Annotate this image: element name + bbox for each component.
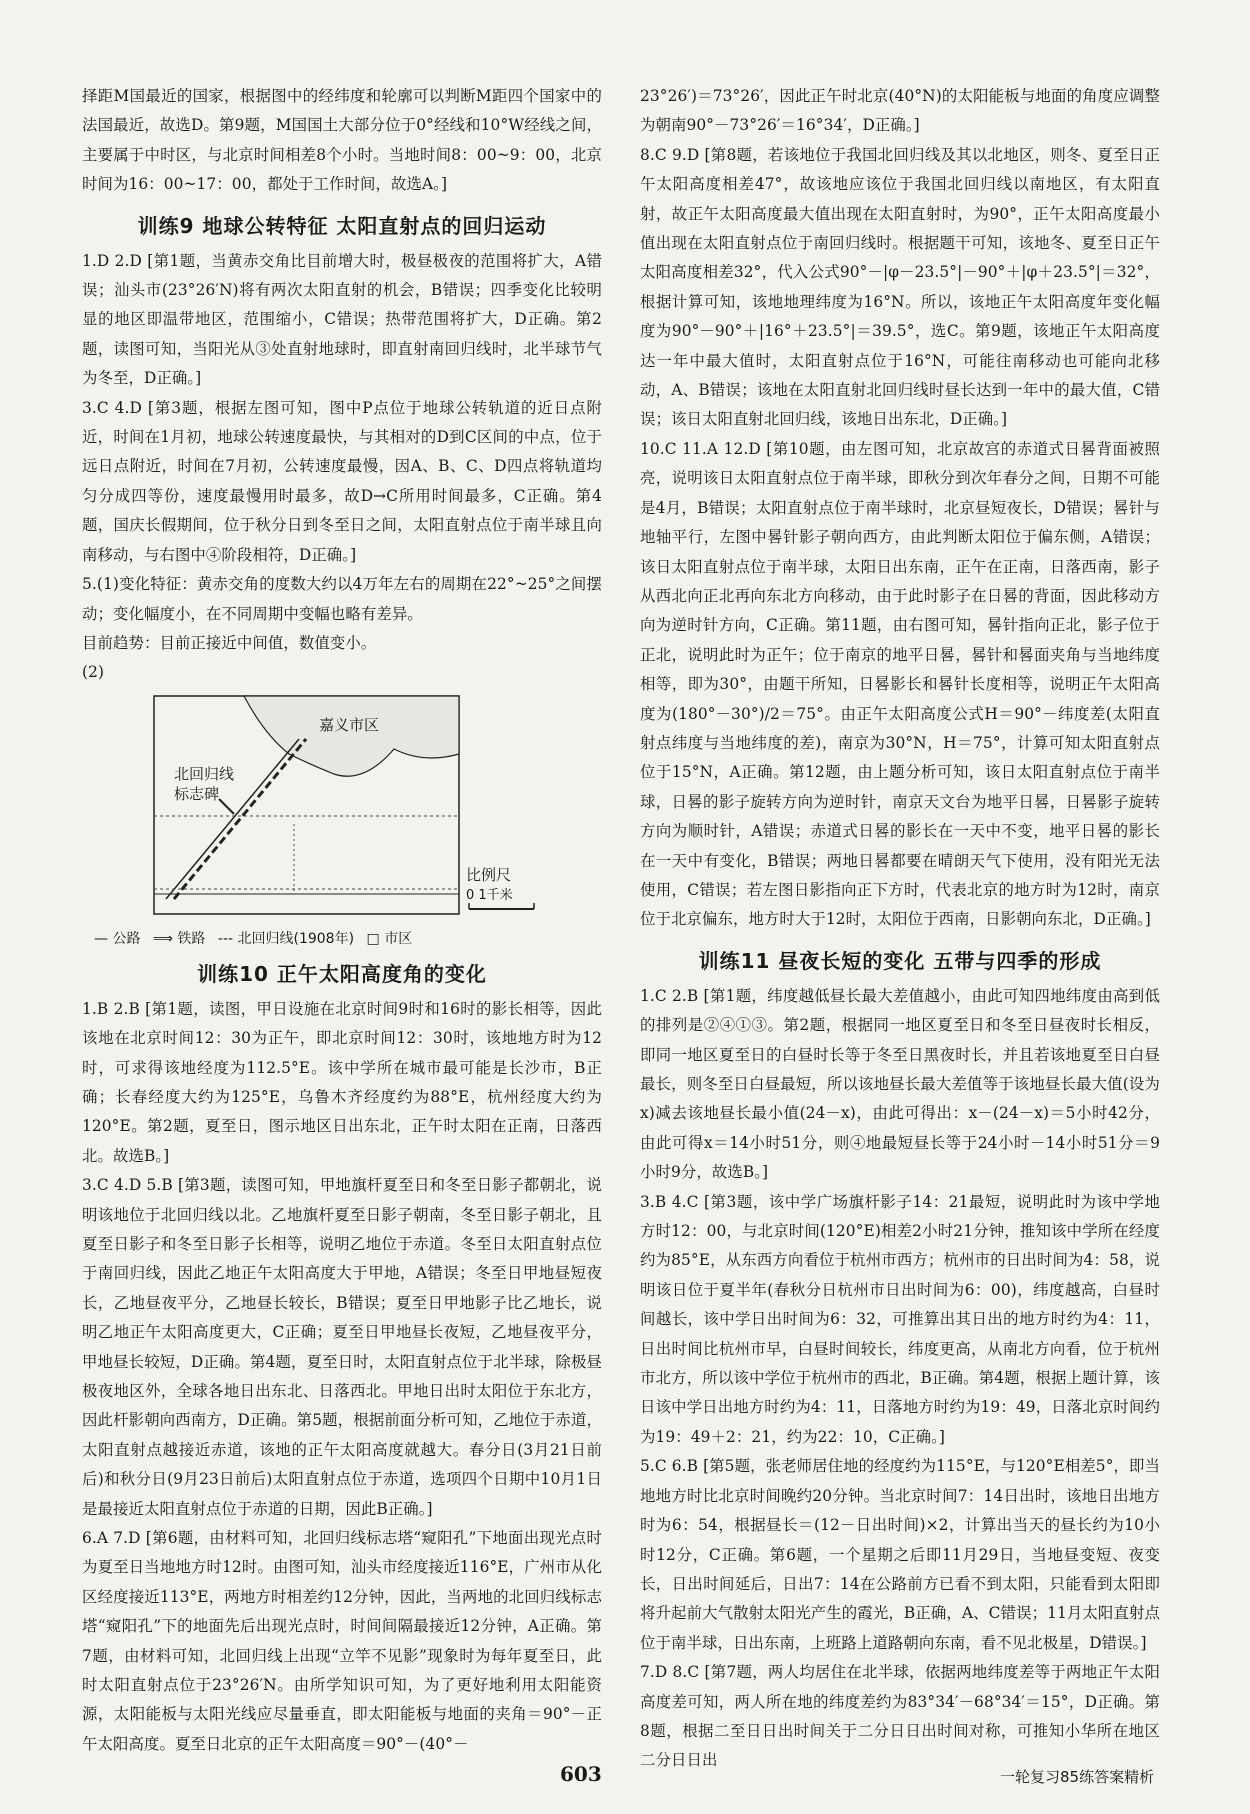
heading-training-9: 训练9 地球公转特征 太阳直射点的回归运动 — [137, 213, 547, 238]
legend-city: □ 市区 — [366, 930, 413, 947]
paragraph-intro: 择距M国最近的国家，根据图中的经纬度和轮廓可以判断M距四个国家中的法国最近，故选D。第9题，M国国土大部分位于0°经线和10°W经线之间，主要属于中时区，与北京时间相差8个小时。当地时间8：00~9：00，北京时间为16：00~17：00，都处于工作时间，故选A。] — [82, 87, 602, 194]
page-number: 603 — [560, 1762, 602, 1786]
right-column — [640, 82, 1160, 1776]
road-line — [166, 739, 299, 899]
answer-b-1-2: 1.B 2.B [第1题，读图，甲日设施在北京时间9时和16时的影长相等，因此该地在北京时间12：30为正午，即北京时间12：30时，该地地方时为12时，可求得该地经度为112.5°E。该中学所在城市最可能是长沙市，B正确；长春经度大约为125°E，乌鲁木齐经度约为88°E，杭州经度大约为120°E。第2题，夏至日，图示地区日出东北，正午时太阳在正南，日落西北。故选B。] — [82, 999, 602, 1165]
answer-c-continued: 23°26′)＝73°26′，因此正午时北京(40°N)的太阳能板与地面的角度应调整为朝南90°－73°26′＝16°34′，D正确。] — [640, 87, 1160, 135]
answer-d-7-8: 7.D 8.C [第7题，两人均居住在北半球，依据两地纬度差等于两地正午太阳高度差可知，两人所在地的纬度差约为83°34′－68°34′＝15°，D正确。第8题，根据二至日日出时间关于二分日日出时间对称，可推知小华所在地区二分日日出 — [640, 1663, 1160, 1770]
answer-c-8-9: 8.C 9.D [第8题，若该地位于我国北回归线及其以北地区，则冬、夏至日正午太阳高度相差47°，故该地应该位于我国北回归线以南地区，有太阳直射，故正午太阳高度最大值出现在太阳直射时，为90°，正午太阳高度最小值出现在太阳直射点位于南回归线时。根据题干可知，该地冬、夏至日正午太阳高度相差32°，代入公式90°－|φ－23.5°|－90°＋|φ＋23.5°|＝32°，根据计算可知，该地地理纬度为16°N。所以，该地正午太阳高度年变化幅度为90°－90°＋|16°＋23.5°|＝39.5°，选C。第9题，该地正午太阳高度达一年中最大值时，太阳直射点位于16°N，可能往南移动也可能向北移动，A、B错误；该地在太阳直射北回归线时昼长达到一年中的最大值，C错误；该日太阳直射北回归线，该地日出东北，D正确。] — [640, 145, 1160, 429]
marker-label: 北回归线标志碑 — [174, 764, 235, 803]
city-area — [244, 696, 459, 776]
heading-training-10: 训练10 正午太阳高度角的变化 — [197, 961, 487, 986]
answer-5-part2: 目前趋势：目前正接近中间值，数值变小。 — [82, 633, 377, 652]
answer-5-part3: (2) — [82, 663, 105, 682]
answer-c-10-12: 10.C 11.A 12.D [第10题，由左图可知，北京故宫的赤道式日晷背面被照亮，说明该日太阳直射点位于南半球，即秋分到次年春分之间，日期不可能是4月，B错误；太阳直射点位于南半球时，北京昼短夜长，D错误；晷针与地轴平行，左图中晷针影子朝向西方，由此判断太阳位于偏东侧，A错误；该日太阳直射点位于南半球，太阳日出东南，正午在正南，日落西南，影子从西北向正北再向东北方向移动，由于此时影子在日晷的背面，因此移动方向为逆时针方向，C正确。第11题，由右图可知，晷针指向正北，影子位于正北，说明此时为正午；位于南京的地平日晷，晷针和晷面夹角与当地纬度相等，即为30°，由题干所知，日晷影长和晷针长度相等，说明正午太阳高度为(180°－30°)/2＝75°。由正午太阳高度公式H＝90°－纬度差(太阳直射点纬度与当地纬度的差)，南京为30°N，H＝75°，计算可知太阳直射点位于15°N，A正确。第12题，由上题分析可知，该日太阳直射点位于南半球，日晷的影子旋转方向为逆时针，南京天文台为地平日晷，日晷影子旋转方向为顺时针，A错误；赤道式日晷的影长在一天中不变，地平日晷的影长在一天中有变化，B错误；两地日晷都要在晴朗天气下使用，没有阳光无法使用，C错误；若左图日影指向正下方时，代表北京的地方时为12时，南京位于北京偏东，地方时大于12时，太阳位于西南，日影朝向东北，D正确。] — [640, 439, 1160, 929]
tropic-map — [94, 694, 594, 924]
legend-rail: ⟹ 铁路 — [152, 930, 206, 947]
rail-line — [174, 739, 306, 899]
answer-5-part1: 5.(1)变化特征：黄赤交角的度数大约以4万年左右的周期在22°~25°之间摆动；变化幅度小，在不同周期中变幅也略有差异。 — [82, 575, 602, 623]
scale-title: 比例尺 — [466, 865, 512, 884]
left-column — [82, 82, 602, 1759]
answer-b-3-5: 3.C 4.D 5.B [第3题，读图可知，甲地旗杆夏至日和冬至日影子都朝北，说明该地位于北回归线以北。乙地旗杆夏至日影子朝南，冬至日影子朝北，且夏至日影子和冬至日影子长相等，说明乙地位于赤道。冬至日太阳直射点位于南回归线，因此乙地正午太阳高度大于甲地，A错误；冬至日甲地昼短夜长，乙地昼夜平分，乙地昼长较长，B错误；夏至日甲地影子比乙地长，说明乙地正午太阳高度更大，C正确；夏至日甲地昼长夜短，乙地昼夜平分，甲地昼长较短，D正确。第4题，夏至日时，太阳直射点位于北半球，除极昼极夜地区外，全球各地日出东北、日落西北。甲地日出时太阳位于东北方，因此杆影朝向西南方，D正确。第5题，根据前面分析可知，乙地位于赤道，太阳直射点越接近赤道，该地的正午太阳高度就越大。春分日(3月21日前后)和秋分日(9月23日前后)太阳直射点位于赤道，选项四个日期中10月1日是最接近太阳直射点位于赤道的日期，因此B正确。] — [82, 1176, 602, 1518]
legend-tropic: --- 北回归线(1908年) — [217, 930, 355, 947]
answer-d-1-2: 1.C 2.B [第1题，纬度越低昼长最大差值越小，由此可知四地纬度由高到低的排列是②④①③。第2题，根据同一地区夏至日和冬至日昼夜时长相反，即同一地区夏至日的白昼时长等于冬至日黑夜时长，并且若该地夏至日白昼最长，则冬至日白昼最短，所以该地昼长最大差值等于该地昼长最大值(设为x)减去该地昼长最小值(24－x)，由此可得出：x－(24－x)＝5小时42分，由此可得x＝14小时51分，则④地最短昼长等于24小时－14小时51分＝9小时9分，故选B。] — [640, 986, 1160, 1182]
heading-training-11: 训练11 昼夜长短的变化 五带与四季的形成 — [698, 948, 1102, 973]
legend-road: — 公路 — [94, 930, 141, 947]
scale-value: 0 1千米 — [466, 887, 513, 903]
answer-3-4: 3.C 4.D [第3题，根据左图可知，图中P点位于地球公转轨道的近日点附近，时间在1月初，地球公转速度最快，与其相对的D到C区间的中点，位于远日点附近，时间在7月初，公转速度最慢，因A、B、C、D四点将轨道均匀分成四等份，速度最慢用时最多，故D→C所用时间最多，C正确。第4题，国庆长假期间，位于秋分日到冬至日之间，太阳直射点位于南半球且向南移动，与右图中④阶段相符，D正确。] — [82, 398, 602, 564]
map-legend — [94, 928, 602, 948]
answer-d-5-6: 5.C 6.B [第5题，张老师居住地的经度约为115°E，与120°E相差5°，即当地地方时比北京时间晚约20分钟。当北京时间7：14日出时，该地日出地方时为6：54，根据昼长＝(12－日出时间)×2，计算出当天的昼长约为10小时12分，C正确。第6题，一个星期之后即11月29日，当地昼变短、夜变长，日出时间延后，日出7：14在公路前方已看不到太阳，只能看到太阳即将升起前大气散射太阳光产生的霞光，B正确，A、C错误；11月太阳直射点位于南半球，日出东南，上班路上道路朝向东南，看不见北极星，D错误。] — [640, 1457, 1160, 1652]
answer-b-6-7: 6.A 7.D [第6题，由材料可知，北回归线标志塔“窥阳孔”下地面出现光点时为夏至日当地地方时12时。由图可知，汕头市经度接近116°E，广州市从化区经度接近113°E，两地方时相差约12分钟，因此，当两地的北回归线标志塔“窥阳孔”下的地面先后出现光点时，时间间隔最接近12分钟，A正确。第7题，由材料可知，北回归线上出现“立竿不见影”现象时为每年夏至日，此时太阳直射点位于23°26′N。由所学知识可知，为了更好地利用太阳能资源，太阳能板与太阳光线应尽量垂直，即太阳能板与地面的夹角＝90°－正午太阳高度。夏至日北京的正午太阳高度＝90°－(40°－ — [82, 1529, 602, 1753]
city-label: 嘉义市区 — [319, 715, 380, 734]
answer-d-3-4: 3.B 4.C [第3题，该中学广场旗杆影子14：21最短，说明此时为该中学地方时12：00，与北京时间(120°E)相差2小时21分钟，推知该中学所在经度约为85°E，从东西方向看位于杭州市西方；杭州市的日出时间为4：58，说明该日位于夏半年(春秋分日杭州市日出时间为6：00)，纬度越高，白昼时间越长，该中学日出时间为6：32，可推算出其日出的地方时约为4：11，日出时间比杭州市早，白昼时间较长，纬度更高，从南北方向看，位于杭州市北方，所以该中学位于杭州市的西北，B正确。第4题，根据上题计算，该日该中学日出地方时约为4：11，日落地方时约为19：49，日落北京时间约为19：49＋2：21，约为22：10，C正确。] — [640, 1192, 1160, 1446]
answer-1-2: 1.D 2.D [第1题，当黄赤交角比目前增大时，极昼极夜的范围将扩大，A错误；汕头市(23°26′N)将有两次太阳直射的机会，B错误；四季变化比较明显的地区即温带地区，范围缩小，C错误；热带范围将扩大，D正确。第2题，读图可知，当阳光从③处直射地球时，即直射南回归线时，北半球节气为冬至，D正确。] — [82, 251, 602, 388]
footer-book-title: 一轮复习85练答案精析 — [1000, 1768, 1155, 1786]
